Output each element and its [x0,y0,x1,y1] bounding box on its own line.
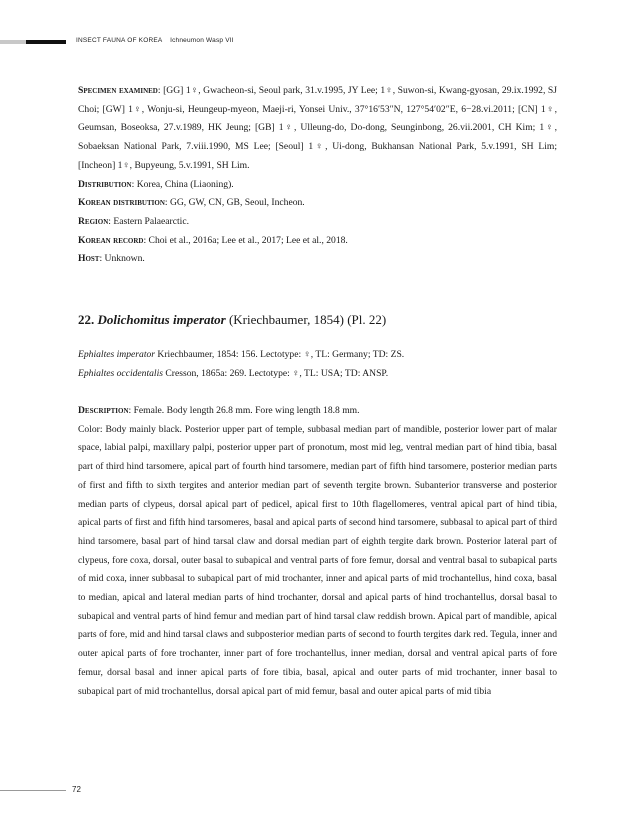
specimen-examined [78,82,557,176]
korean-record-label: Korean record [78,234,144,246]
specimen-label: Specimen examined [78,85,158,96]
host-label: Host [78,253,100,265]
korean-record [78,232,557,251]
header-bar-light [0,40,26,44]
distribution-label: Distribution [78,178,132,190]
species-heading [78,312,386,328]
species-plate: (Pl. 22) [347,312,387,327]
header-subtitle: Ichneumon Wasp VII [170,37,234,44]
host [78,250,557,269]
description-color: Color: Body mainly black. Posterior upper part of temple, subbasal median part of mandible, posterior lower part of malar space, labial palpi, maxillary palpi, posterior upper part of pronotum, most mid leg, ventral median part of hind tibia, basal part of third hind tarsomere, apical part of fourth hind tarsomere, median part of fifth hind tarsomere, posterior median parts of first and fifth to sixth tergites and anterior median part of seventh tergite brown. Subanterior transverse and posterior median parts of clypeus, dorsal apical part of pedicel, apical first to 10th flagellomeres, ventral apical part of hind tibia, apical parts of first and fifth hind tarsomeres, basal and apical parts of second hind tarsomere, subbasal to apical part of third hind tarsomere, basal part of hind tarsal claw and dorsal median part of eighth tergite dark brown. Posterior lateral part of clypeus, fore coxa, dorsal, outer basal to subapical and ventral parts of fore femur, dorsal and ventral basal to subapical parts of mid coxa, inner subbasal to subapical part of mid trochanter, inner and apical parts of mid trochantellus, hind coxa, basal to median, apical and lateral median parts of hind trochanter, dorsal and apical parts of hind trochantellus, dorsal basal to subapical and ventral parts of hind femur and median part of hind tarsal claw reddish brown. Apical part of mandible, apical parts of fore, mid and hind tarsal claws and subposterior median parts of second to fourth tergites dark red. Tegula, inner and outer apical parts of fore trochanter, inner part of fore trochantellus, inner median, dorsal and ventral apical parts of fore femur, dorsal basal and inner apical parts of fore tibia, basal, apical and outer parts of mid trochanter, inner basal to subapical part of mid trochantellus, dorsal apical part of mid femur, basal and outer apical parts of mid tibia [78,423,557,697]
species-number: 22. [78,312,95,327]
distribution-text: : Korea, China (Liaoning). [131,178,234,190]
region-label: Region [78,215,109,227]
species-name: Dolichomitus imperator [97,312,226,327]
specimen-section [78,82,557,269]
korean-distribution-label: Korean distribution [78,197,165,209]
synonym-list [78,346,557,383]
synonym-item [78,346,557,365]
specimen-text: : [GG] 1♀, Gwacheon-si, Seoul park, 31.v.1995, JY Lee; 1♀, Suwon-si, Kwang-gyosan, 29.ix.1992, SJ Choi; [GW] 1♀, Wonju-si, Heungeup-myeon, Maeji-ri, Yonsei Univ., 37°16′53″N, 127°54′02″E, 6−28.vi.2011; [CN] 1♀, Geumsan, Boseoksa, 27.v.1989, HK Jeung; [GB] 1♀, Ulleung-do, Do-dong, Seunginbong, 26.vii.2001, CH Kim; 1♀, Sobaeksan National Park, 7.viii.1990, MS Lee; [Seoul] 1♀, Ui-dong, Bukhansan National Park, 5.v.1991, SH Lim; [Incheon] 1♀, Bupyeung, 5.v.1991, SH Lim. [78,85,557,171]
region-text: : Eastern Palaearctic. [108,215,189,227]
description-section [78,402,557,701]
running-header [76,37,234,44]
species-author: (Kriechbaumer, 1854) [228,312,344,327]
header-title: INSECT FAUNA OF KOREA [76,37,163,44]
synonym-name: Ephialtes imperator [78,349,156,360]
korean-distribution [78,194,557,213]
region [78,213,557,232]
page-number: 72 [72,785,81,794]
synonym-name: Ephialtes occidentalis [78,367,163,379]
korean-record-text: : Choi et al., 2016a; Lee et al., 2017; Lee et al., 2018. [143,234,348,246]
distribution [78,176,557,195]
description-text: : Female. Body length 26.8 mm. Fore wing length 18.8 mm. [128,405,360,416]
synonym-text: Kriechbaumer, 1854: 156. Lectotype: ♀, TL: Germany; TD: ZS. [155,349,405,360]
synonym-text: Cresson, 1865a: 269. Lectotype: ♀, TL: USA; TD: ANSP. [163,367,389,379]
footer-rule [0,790,66,791]
description-label: Description [78,405,129,416]
header-bar-dark [26,40,66,44]
description-intro [78,402,557,421]
host-text: : Unknown. [99,253,145,265]
korean-distribution-text: : GG, GW, CN, GB, Seoul, Incheon. [164,197,305,209]
synonym-item [78,365,557,384]
